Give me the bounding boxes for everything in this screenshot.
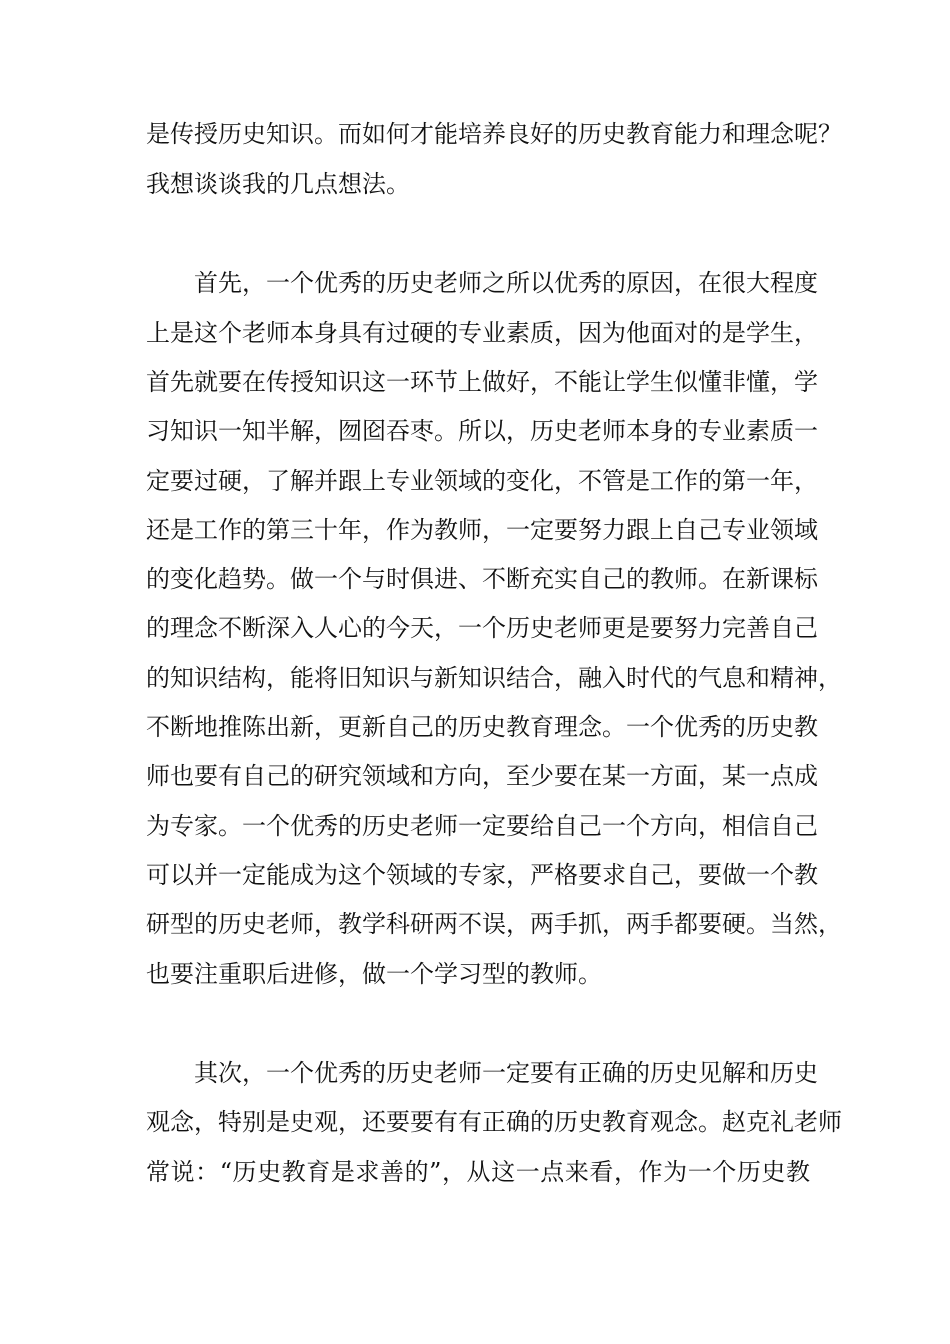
text-line: 观念，特别是史观，还要要有有正确的历史教育观念。赵克礼老师 (146, 1108, 842, 1136)
text-line: 的变化趋势。做一个与时俱进、不断充实自己的教师。在新课标 (146, 565, 818, 593)
text-line: 可以并一定能成为这个领域的专家，严格要求自己，要做一个教 (146, 861, 818, 889)
text-line: 定要过硬，了解并跟上专业领域的变化，不管是工作的第一年， (146, 467, 818, 495)
text-line: 上是这个老师本身具有过硬的专业素质，因为他面对的是学生， (146, 319, 818, 347)
text-line: 首先就要在传授知识这一环节上做好，不能让学生似懂非懂，学 (146, 368, 818, 396)
text-line: 是传授历史知识。而如何才能培养良好的历史教育能力和理念呢？ (146, 120, 842, 148)
text-line: 我想谈谈我的几点想法。 (146, 170, 410, 198)
text-line: 习知识一知半解，囫囵吞枣。所以，历史老师本身的专业素质一 (146, 417, 818, 445)
text-line: 研型的历史老师，教学科研两不误，两手抓，两手都要硬。当然， (146, 910, 842, 938)
text-line: 师也要有自己的研究领域和方向，至少要在某一方面，某一点成 (146, 762, 818, 790)
paragraph-first-line: 首先，一个优秀的历史老师之所以优秀的原因，在很大程度 (194, 269, 818, 297)
text-line: 的理念不断深入人心的今天，一个历史老师更是要努力完善自己 (146, 614, 818, 642)
paragraph-first-line: 其次，一个优秀的历史老师一定要有正确的历史见解和历史 (194, 1059, 818, 1087)
text-line: 常说：“历史教育是求善的”，从这一点来看，作为一个历史教 (146, 1158, 810, 1186)
text-line: 也要注重职后进修，做一个学习型的教师。 (146, 960, 602, 988)
text-line: 的知识结构，能将旧知识与新知识结合，融入时代的气息和精神， (146, 664, 842, 692)
text-line: 还是工作的第三十年，作为教师，一定要努力跟上自己专业领域 (146, 516, 818, 544)
text-line: 不断地推陈出新，更新自己的历史教育理念。一个优秀的历史教 (146, 713, 818, 741)
text-line: 为专家。一个优秀的历史老师一定要给自己一个方向，相信自己 (146, 812, 818, 840)
